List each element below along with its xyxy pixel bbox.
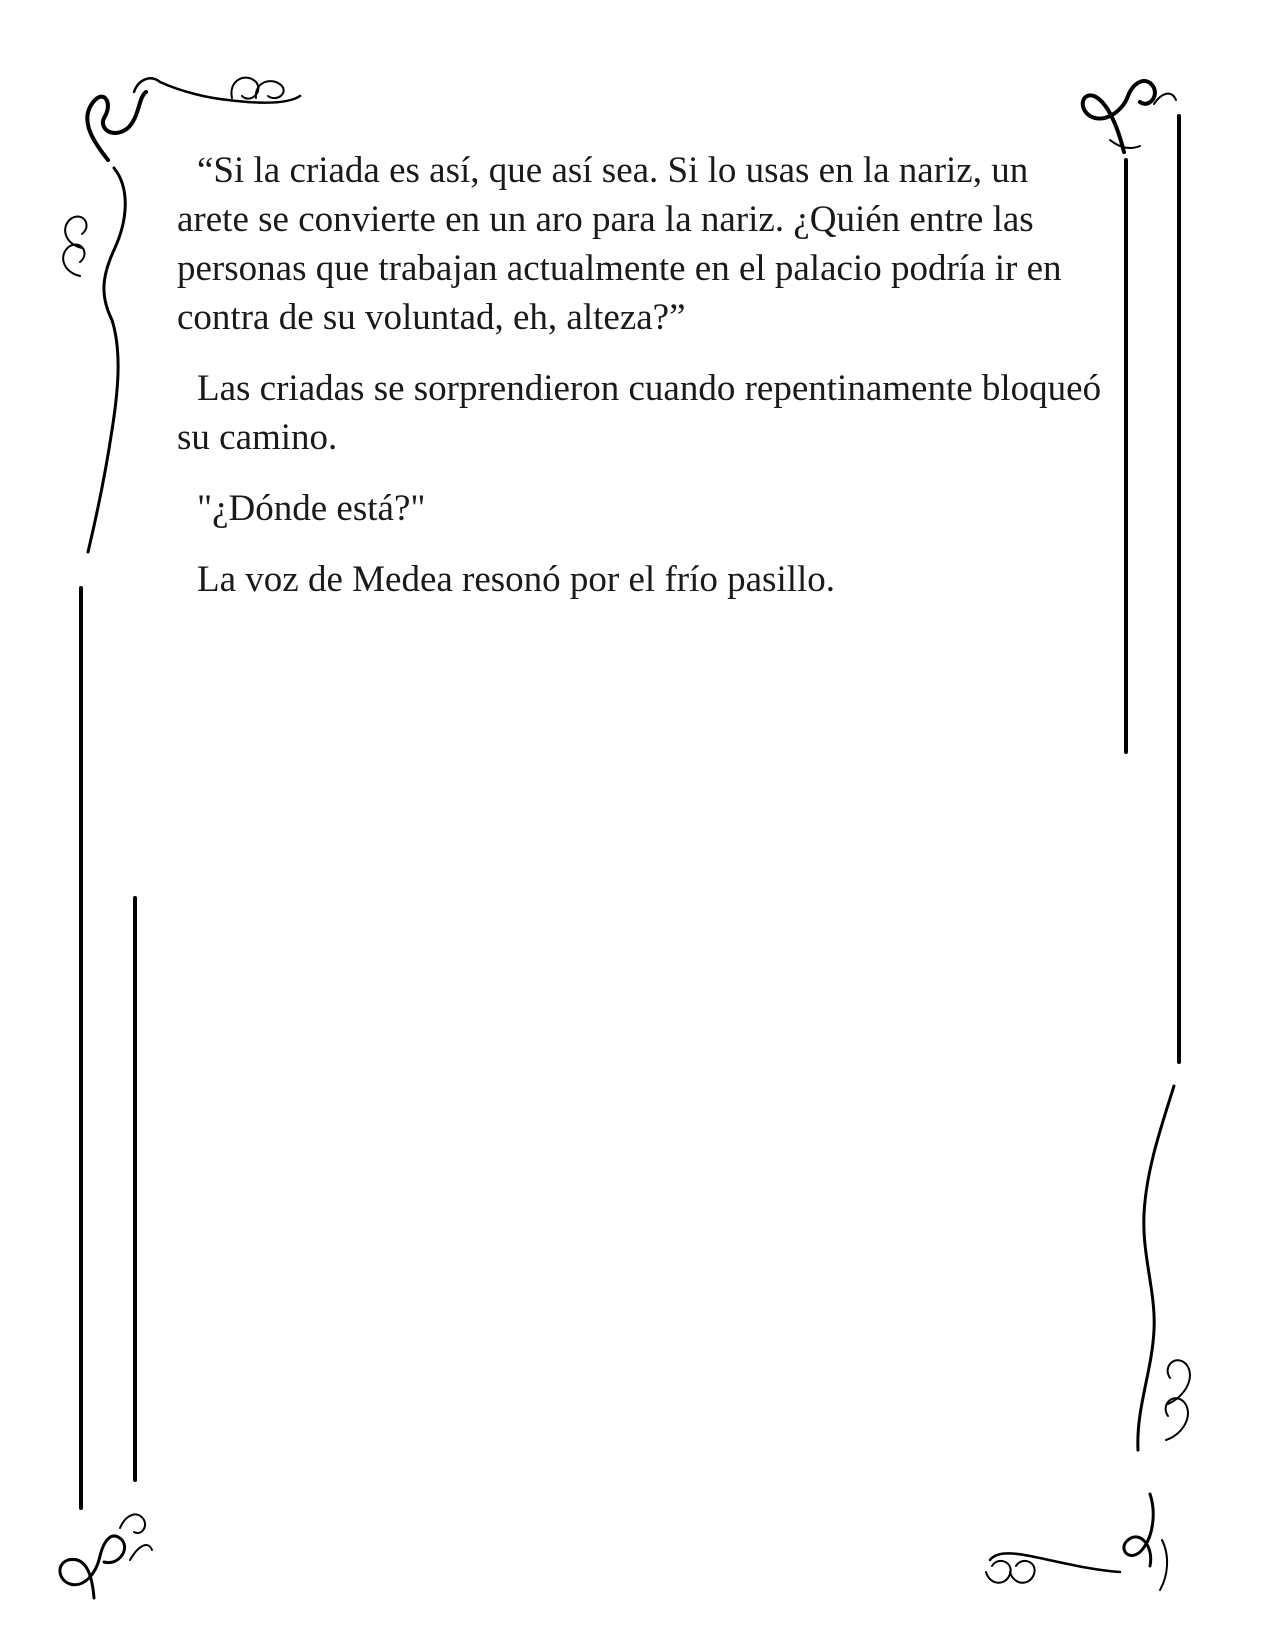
story-text (177, 146, 1107, 626)
flourish-top-right-icon (1083, 81, 1176, 152)
paragraph: Las criadas se sorprendieron cuando repentinamente bloqueó su camino. (177, 368, 1102, 458)
paragraph: "¿Dónde está?" (197, 488, 426, 529)
flourish-bottom-left-icon (60, 1514, 152, 1598)
paragraph: “Si la criada es así, que así sea. Si lo usas en la nariz, un arete se convierte en un aro para la nariz. ¿Quién entre las personas que trabajan actualmente en el palacio podría ir en contra de su voluntad, eh, alteza?” (177, 150, 1062, 338)
flourish-bottom-right-icon (986, 1086, 1190, 1590)
paragraph: La voz de Medea resonó por el frío pasillo. (197, 559, 836, 600)
